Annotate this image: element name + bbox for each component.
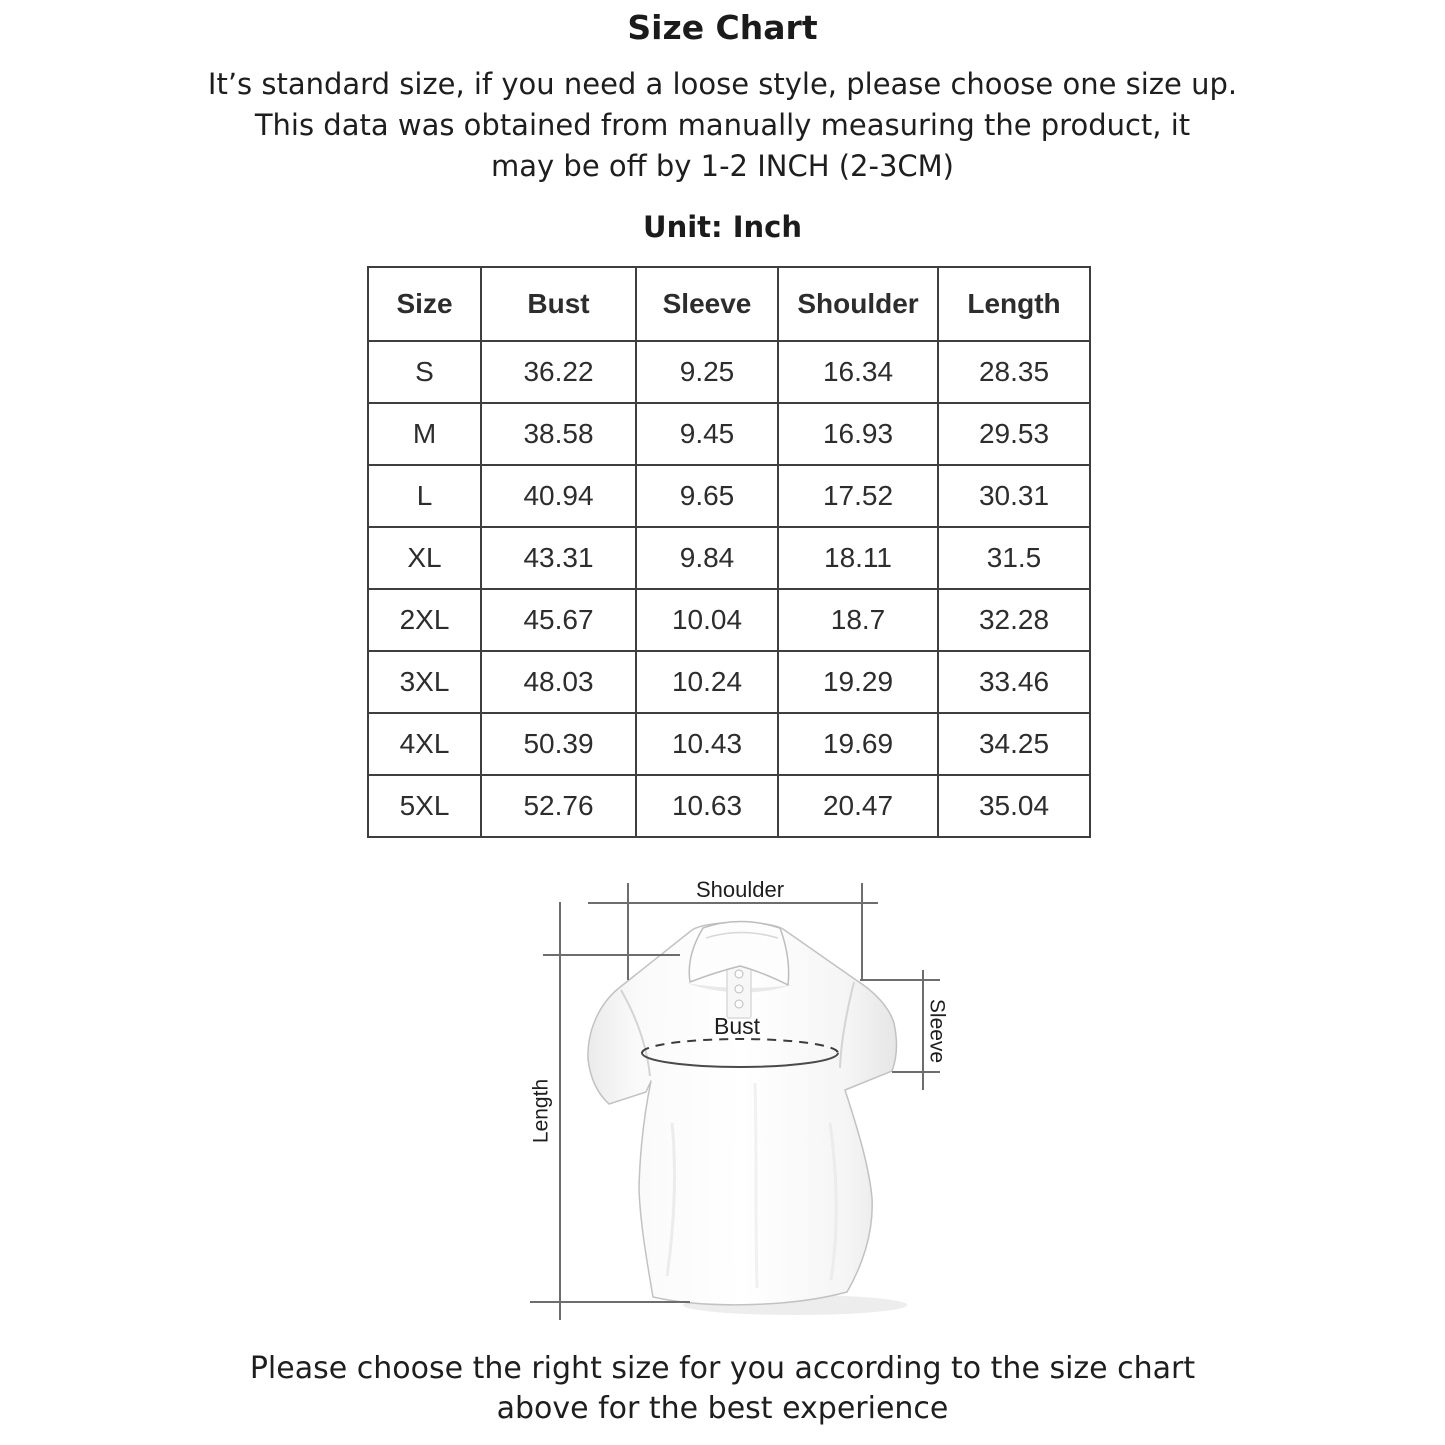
- cell-bust: 40.94: [481, 465, 636, 527]
- cell-bust: 45.67: [481, 589, 636, 651]
- cell-length: 31.5: [938, 527, 1090, 589]
- size-table-row: [368, 713, 1090, 775]
- footer-note: [0, 1349, 1445, 1429]
- cell-bust: 52.76: [481, 775, 636, 837]
- intro-line-2: This data was obtained from manually measuring the product, it: [254, 108, 1191, 142]
- cell-sleeve: 10.04: [636, 589, 778, 651]
- unit-label: Unit: Inch: [643, 210, 802, 244]
- cell-size: L: [368, 465, 481, 527]
- cell-shoulder: 20.47: [778, 775, 938, 837]
- sleeve-label: Sleeve: [925, 998, 949, 1064]
- cell-length: 29.53: [938, 403, 1090, 465]
- cell-size: S: [368, 341, 481, 403]
- cell-shoulder: 18.7: [778, 589, 938, 651]
- cell-shoulder: 18.11: [778, 527, 938, 589]
- col-header-length: Length: [938, 267, 1090, 341]
- cell-shoulder: 17.52: [778, 465, 938, 527]
- cell-size: 5XL: [368, 775, 481, 837]
- cell-size: 3XL: [368, 651, 481, 713]
- size-table-row: [368, 775, 1090, 837]
- page-title: Size Chart: [627, 8, 818, 47]
- cell-size: XL: [368, 527, 481, 589]
- cell-length: 33.46: [938, 651, 1090, 713]
- footer-line-2: above for the best experience: [496, 1391, 949, 1426]
- col-header-sleeve: Sleeve: [636, 267, 778, 341]
- cell-bust: 50.39: [481, 713, 636, 775]
- intro-line-3: may be off by 1-2 INCH (2-3CM): [491, 149, 954, 183]
- length-label: Length: [529, 1078, 553, 1144]
- cell-sleeve: 10.63: [636, 775, 778, 837]
- col-header-size: Size: [368, 267, 481, 341]
- cell-shoulder: 19.69: [778, 713, 938, 775]
- cell-sleeve: 9.65: [636, 465, 778, 527]
- cell-length: 35.04: [938, 775, 1090, 837]
- size-table-row: [368, 651, 1090, 713]
- col-header-bust: Bust: [481, 267, 636, 341]
- cell-sleeve: 9.45: [636, 403, 778, 465]
- cell-sleeve: 9.84: [636, 527, 778, 589]
- bust-label: Bust: [713, 1013, 761, 1039]
- footer-line-1: Please choose the right size for you according to the size chart: [249, 1351, 1196, 1386]
- cell-sleeve: 9.25: [636, 341, 778, 403]
- cell-shoulder: 19.29: [778, 651, 938, 713]
- cell-shoulder: 16.93: [778, 403, 938, 465]
- button: [735, 985, 743, 993]
- cell-sleeve: 10.43: [636, 713, 778, 775]
- polo-shirt-illustration: [588, 922, 897, 1305]
- cell-length: 28.35: [938, 341, 1090, 403]
- shirt-measurement-diagram: [500, 868, 1010, 1335]
- cell-length: 34.25: [938, 713, 1090, 775]
- size-table-body: [368, 341, 1090, 837]
- cell-size: 2XL: [368, 589, 481, 651]
- cell-sleeve: 10.24: [636, 651, 778, 713]
- shoulder-label: Shoulder: [695, 877, 785, 902]
- size-table: [367, 266, 1091, 838]
- size-table-row: [368, 527, 1090, 589]
- size-table-header-row: [368, 267, 1090, 341]
- col-header-shoulder: Shoulder: [778, 267, 938, 341]
- intro-line-1: It’s standard size, if you need a loose style, please choose one size up.: [207, 67, 1238, 101]
- cell-size: 4XL: [368, 713, 481, 775]
- intro-text: [0, 64, 1445, 187]
- cell-length: 32.28: [938, 589, 1090, 651]
- size-table-row: [368, 403, 1090, 465]
- cell-bust: 38.58: [481, 403, 636, 465]
- cell-bust: 36.22: [481, 341, 636, 403]
- cell-shoulder: 16.34: [778, 341, 938, 403]
- cell-size: M: [368, 403, 481, 465]
- size-table-row: [368, 465, 1090, 527]
- size-table-row: [368, 589, 1090, 651]
- crease: [755, 1083, 757, 1288]
- cell-bust: 43.31: [481, 527, 636, 589]
- button: [735, 970, 743, 978]
- cell-length: 30.31: [938, 465, 1090, 527]
- button: [735, 1000, 743, 1008]
- cell-bust: 48.03: [481, 651, 636, 713]
- size-table-row: [368, 341, 1090, 403]
